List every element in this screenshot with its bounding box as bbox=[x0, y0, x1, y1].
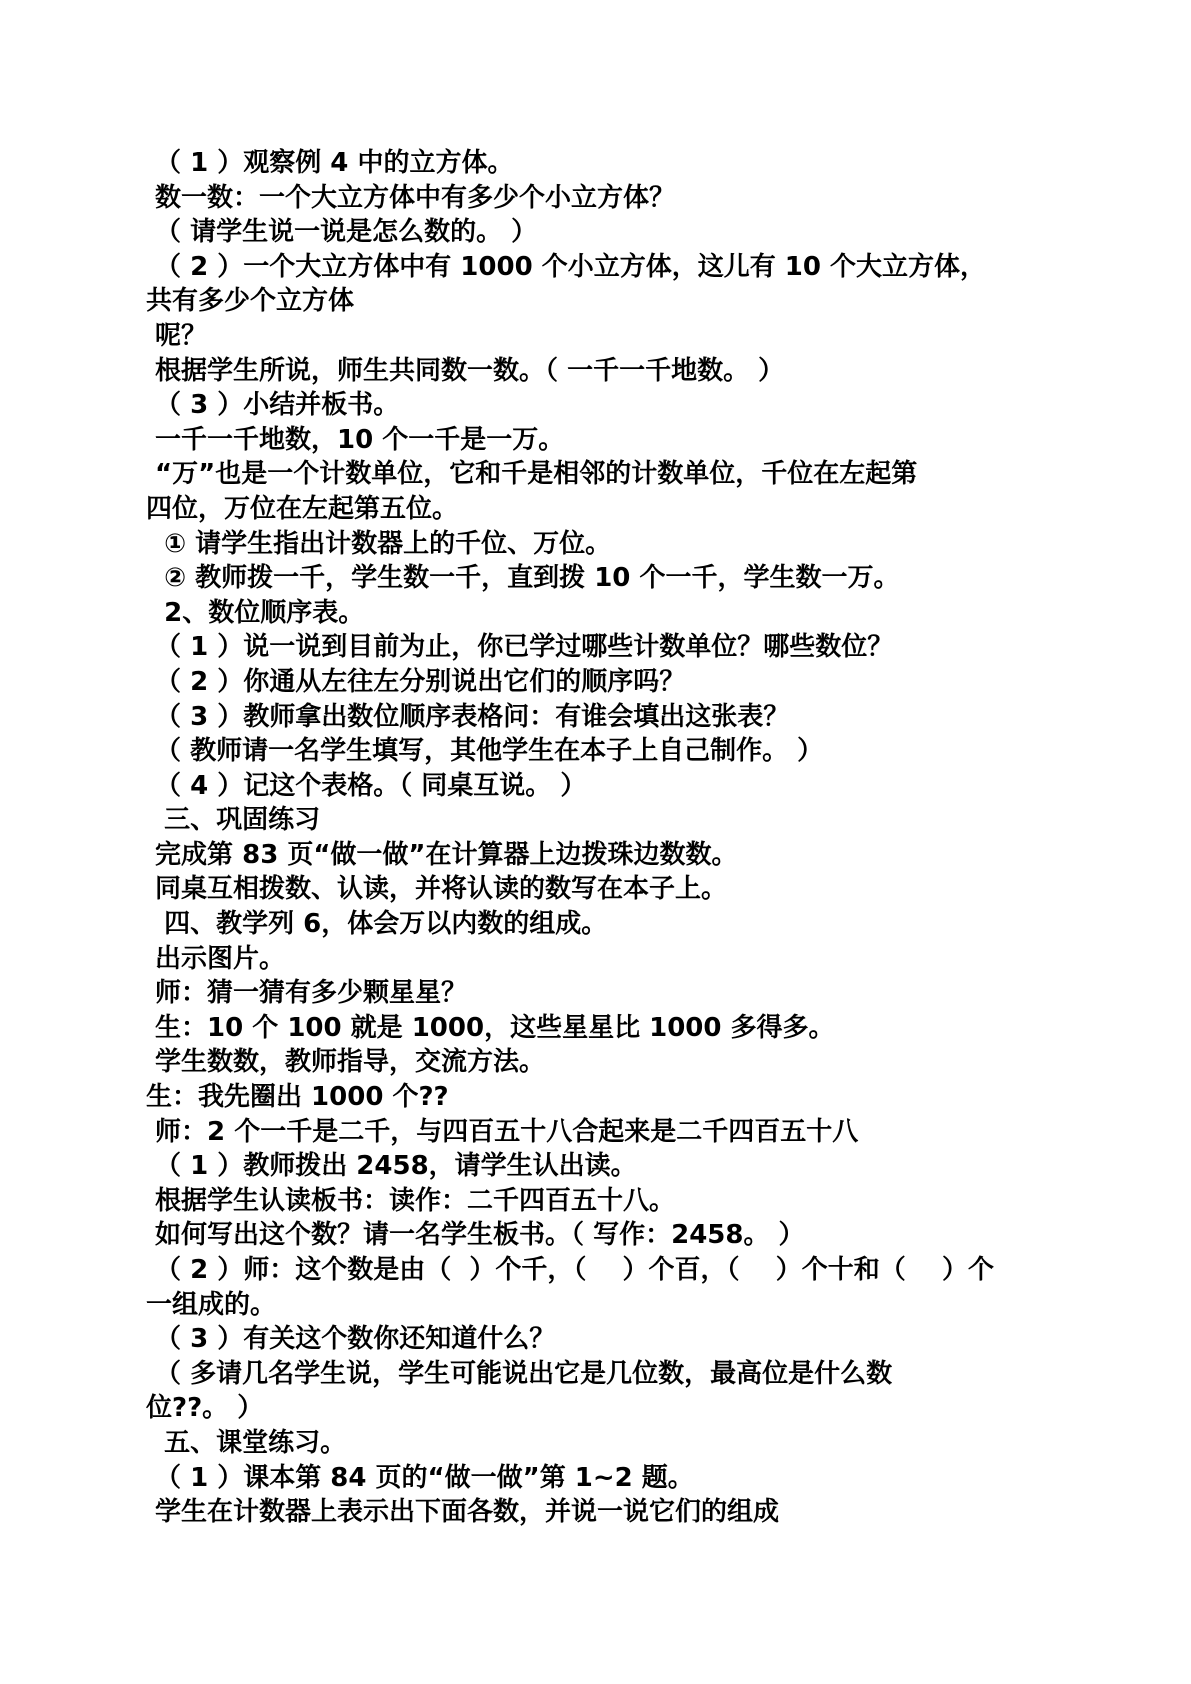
text-line: （ 1 ）教师拨出 2458，请学生认出读。 bbox=[146, 1151, 637, 1182]
section-heading: 四、教学列 6，体会万以内数的组成。 bbox=[146, 909, 608, 940]
text-line: 生：我先圈出 1000 个?? bbox=[146, 1082, 449, 1113]
text-line: （ 3 ）小结并板书。 bbox=[146, 390, 400, 421]
text-line: ① 请学生指出计数器上的千位、万位。 bbox=[146, 528, 612, 559]
text-line: 四位，万位在左起第五位。 bbox=[146, 493, 459, 524]
text-line: （ 4 ）记这个表格。（ 同桌互说。 ） bbox=[146, 770, 587, 801]
section-heading: 2、数位顺序表。 bbox=[146, 597, 365, 628]
text-line: 共有多少个立方体 bbox=[146, 286, 355, 317]
text-line: （ 2 ）你通从左往左分别说出它们的顺序吗？ bbox=[146, 666, 686, 697]
text-line: （ 教师请一名学生填写，其他学生在本子上自己制作。 ） bbox=[146, 736, 824, 767]
text-line: 师：猜一猜有多少颗星星？ bbox=[146, 978, 468, 1009]
text-line: 出示图片。 bbox=[146, 943, 286, 974]
section-heading: 五、课堂练习。 bbox=[146, 1427, 347, 1458]
text-line: 呢？ bbox=[146, 320, 208, 351]
text-line: （ 1 ）说一说到目前为止，你已学过哪些计数单位？哪些数位？ bbox=[146, 632, 894, 663]
text-line: 根据学生认读板书：读作：二千四百五十八。 bbox=[146, 1185, 676, 1216]
text-line: “万”也是一个计数单位，它和千是相邻的计数单位，千位在左起第 bbox=[146, 459, 918, 490]
text-line: 如何写出这个数？请一名学生板书。（ 写作：2458。 ） bbox=[146, 1220, 805, 1251]
text-line: 同桌互相拨数、认读，并将认读的数写在本子上。 bbox=[146, 874, 728, 905]
lesson-text-block bbox=[146, 146, 1056, 1530]
text-line: （ 2 ）师：这个数是由（ ）个千，（ ）个百，（ ）个十和（ ）个 bbox=[146, 1255, 994, 1285]
text-line: ② 教师拨一千，学生数一千，直到拨 10 个一千，学生数一万。 bbox=[146, 563, 900, 594]
text-line: 根据学生所说，师生共同数一数。（ 一千一千地数。 ） bbox=[146, 355, 785, 386]
text-line: 一千一千地数，10 个一千是一万。 bbox=[146, 424, 565, 455]
text-line: （ 1 ）观察例 4 中的立方体。 bbox=[146, 148, 514, 178]
text-line: 学生数数，教师指导，交流方法。 bbox=[146, 1047, 546, 1078]
text-line: （ 多请几名学生说，学生可能说出它是几位数，最高位是什么数 bbox=[146, 1358, 893, 1389]
section-heading: 三、巩固练习 bbox=[146, 805, 321, 836]
text-line: 师：2 个一千是二千，与四百五十八合起来是二千四百五十八 bbox=[146, 1116, 859, 1147]
text-line: （ 3 ）教师拿出数位顺序表格问：有谁会填出这张表？ bbox=[146, 701, 790, 732]
text-line: 完成第 83 页“做一做”在计算器上边拨珠边数数。 bbox=[146, 839, 738, 870]
text-line: 学生在计数器上表示出下面各数，并说一说它们的组成 bbox=[146, 1497, 780, 1528]
text-line: 生：10 个 100 就是 1000，这些星星比 1000 多得多。 bbox=[146, 1012, 835, 1043]
text-line: 位??。 ） bbox=[146, 1393, 264, 1424]
text-line: （ 2 ）一个大立方体中有 1000 个小立方体，这儿有 10 个大立方体， bbox=[146, 251, 986, 282]
text-line: （ 1 ）课本第 84 页的“做一做”第 1~2 题。 bbox=[146, 1462, 694, 1493]
text-line: （ 请学生说一说是怎么数的。 ） bbox=[146, 217, 538, 248]
text-line: 一组成的。 bbox=[146, 1289, 277, 1320]
text-line: 数一数：一个大立方体中有多少个小立方体？ bbox=[146, 182, 676, 213]
text-line: （ 3 ）有关这个数你还知道什么？ bbox=[146, 1324, 556, 1355]
